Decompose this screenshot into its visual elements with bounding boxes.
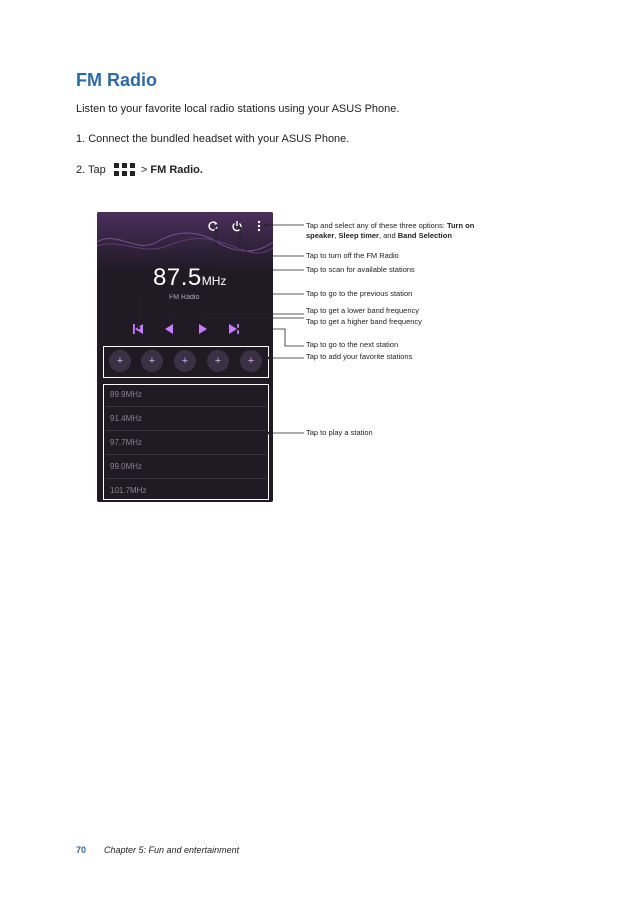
callout-sep-1: ,	[334, 231, 339, 240]
chapter-title: Chapter 5: Fun and entertainment	[104, 845, 240, 855]
callout-favorites: Tap to add your favorite stations	[306, 352, 413, 361]
callout-power: Tap to turn off the FM Radio	[306, 251, 399, 260]
frequency-value: 87.5	[153, 264, 202, 291]
band-label: FM Radio	[169, 294, 200, 301]
callout-band-selection: Band Selection	[397, 231, 452, 240]
callout-options-text: Tap and select any of these three options:	[306, 221, 447, 230]
callout-next: Tap to go to the next station	[306, 340, 399, 349]
step-2-prefix: 2. Tap	[76, 163, 106, 176]
step-1: 1. Connect the bundled headset with your ASUS Phone.	[76, 133, 350, 145]
intro-text: Listen to your favorite local radio stations using your ASUS Phone.	[76, 103, 400, 115]
step-2-suffix: >	[140, 163, 151, 176]
callout-scan: Tap to scan for available stations	[306, 265, 415, 274]
station-item-1[interactable]: 89.9MHz	[110, 390, 143, 399]
station-item-3[interactable]: 97.7MHz	[110, 438, 143, 447]
step-2-target: FM Radio.	[150, 163, 203, 176]
callout-sleep-timer: Sleep timer	[338, 231, 379, 240]
page-title: FM Radio	[76, 70, 157, 90]
station-item-2[interactable]: 91.4MHz	[110, 414, 143, 423]
favorite-slot-4[interactable]: +	[207, 350, 229, 372]
callout-lower-band: Tap to get a lower band frequency	[306, 306, 419, 315]
frequency-unit: MHz	[201, 274, 227, 288]
favorite-slot-3[interactable]: +	[174, 350, 196, 372]
favorite-slot-5[interactable]: +	[240, 350, 262, 372]
station-item-5[interactable]: 101.7MHz	[110, 486, 147, 495]
callout-speaker: speaker	[306, 231, 335, 240]
callout-play: Tap to play a station	[306, 428, 373, 437]
page-number: 70	[76, 845, 87, 855]
callout-turn-on: Turn on	[446, 221, 475, 230]
callout-options	[306, 221, 474, 241]
callout-sep-2: , and	[378, 231, 398, 240]
station-item-4[interactable]: 99.0MHz	[110, 462, 143, 471]
callout-previous: Tap to go to the previous station	[306, 289, 413, 298]
favorite-slot-2[interactable]: +	[141, 350, 163, 372]
favorite-slot-1[interactable]: +	[109, 350, 131, 372]
callout-higher-band: Tap to get a higher band frequency	[306, 317, 422, 326]
